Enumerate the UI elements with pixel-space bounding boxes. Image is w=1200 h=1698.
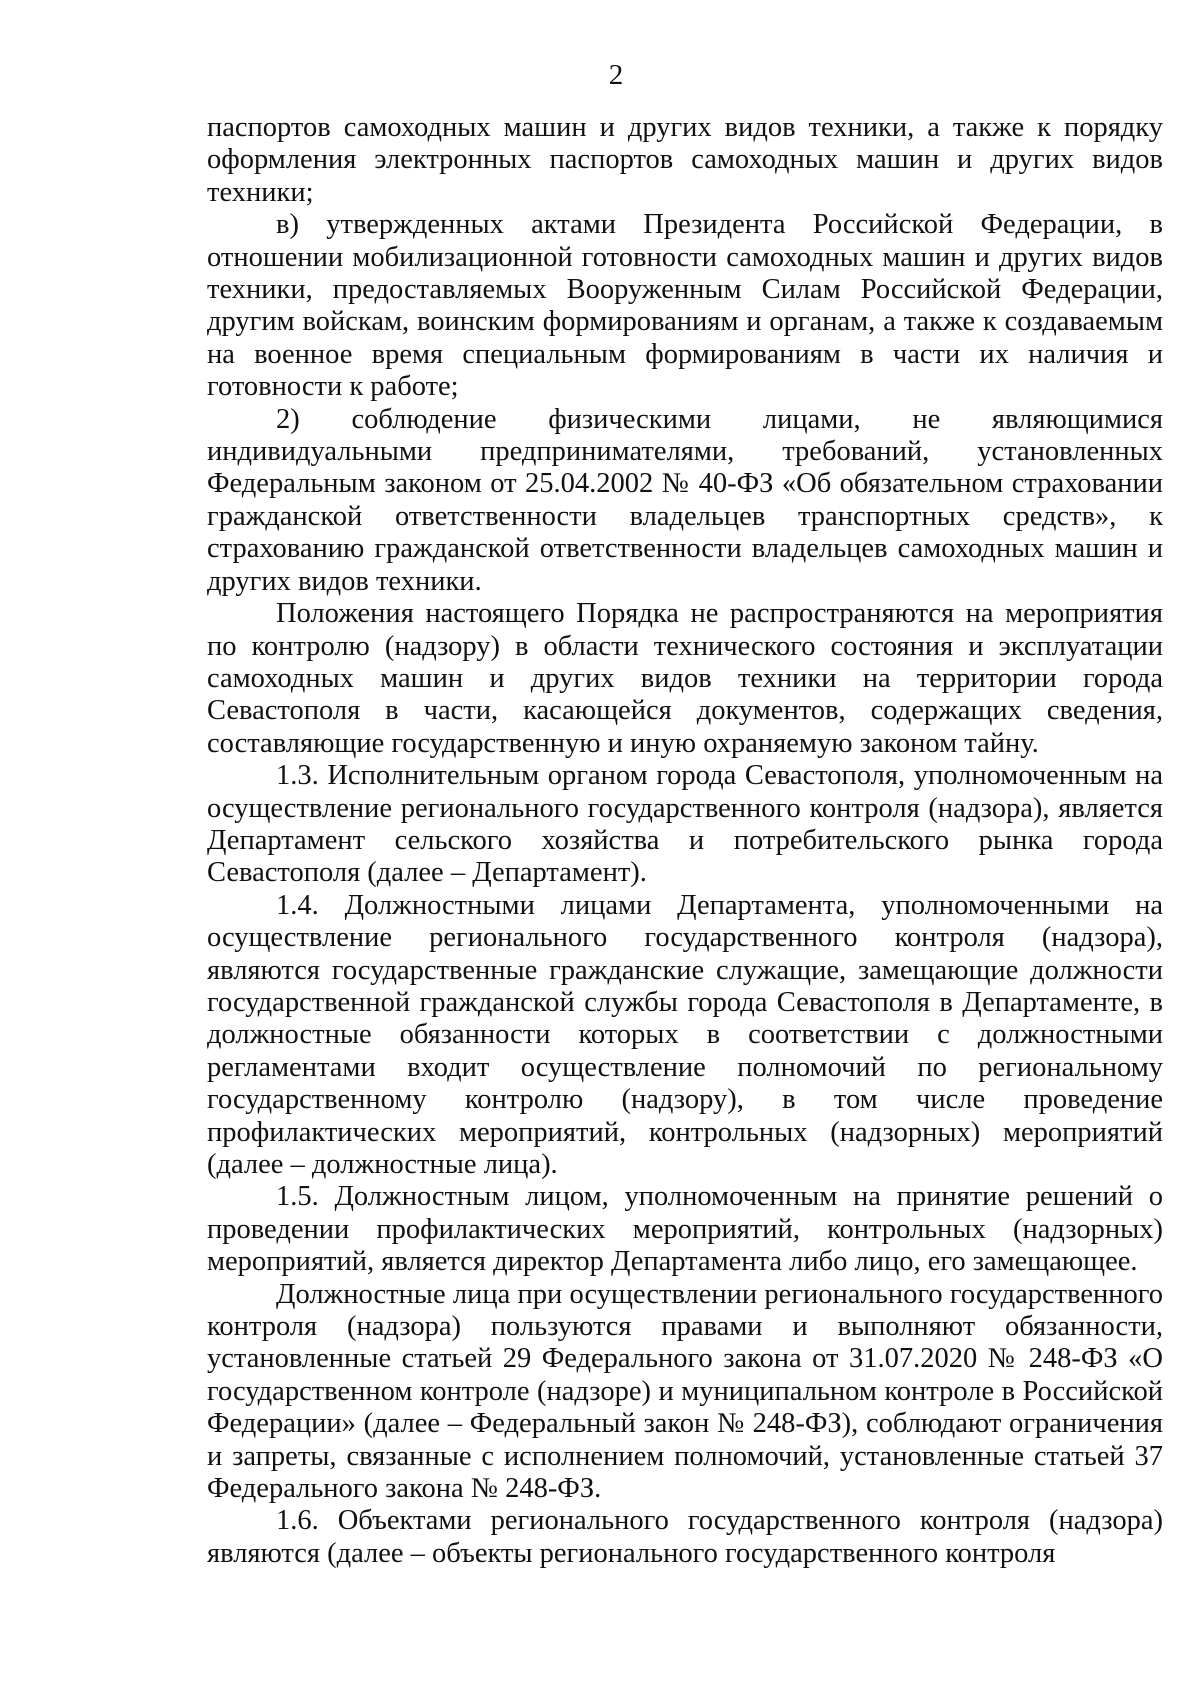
paragraph-officials-rights: Должностные лица при осуществлении регионального государственного контроля (надзора) пользуются правами и выполняют обязанности, установленные статьей 29 Федерального закона от 31.07.2020 № 248-ФЗ «О государственном контроле (надзоре) и муниципальном контроле в Российской Федерации» (далее – Федеральный закон № 248-ФЗ), соблюдают ограничения и запреты, связанные с исполнением полномочий, установленные статьей 37 Федерального закона № 248-ФЗ. — [207, 1278, 1163, 1505]
document-body — [207, 112, 1163, 1570]
paragraph-clause-1-3: 1.3. Исполнительным органом города Севастополя, уполномоченным на осуществление регионального государственного контроля (надзора), является Департамент сельского хозяйства и потребительского рынка города Севастополя (далее – Департамент). — [207, 760, 1163, 889]
paragraph-clause-1-4: 1.4. Должностными лицами Департамента, уполномоченными на осуществление регионального государственного контроля (надзора), являются государственные гражданские служащие, замещающие должности государственной гражданской службы города Севастополя в Департаменте, в должностные обязанности которых в соответствии с должностными регламентами входит осуществление полномочий по региональному государственному контролю (надзору), в том числе проведение профилактических мероприятий, контрольных (надзорных) мероприятий (далее – должностные лица). — [207, 889, 1163, 1180]
paragraph-item-2: 2) соблюдение физическими лицами, не являющимися индивидуальными предпринимателями, требований, установленных Федеральным законом от 25.04.2002 № 40-ФЗ «Об обязательном страховании гражданской ответственности владельцев транспортных средств», к страхованию гражданской ответственности владельцев самоходных машин и других видов техники. — [207, 403, 1163, 597]
page-number: 2 — [608, 59, 624, 91]
paragraph-continuation: паспортов самоходных машин и других видов техники, а также к порядку оформления электронных паспортов самоходных машин и других видов техники; — [207, 112, 1163, 208]
paragraph-item-v: в) утвержденных актами Президента Российской Федерации, в отношении мобилизационной готовности самоходных машин и других видов техники, предоставляемых Вооруженным Силам Российской Федерации, другим войскам, воинским формированиям и органам, а также к создаваемым на военное время специальным формированиям в части их наличия и готовности к работе; — [207, 209, 1163, 403]
paragraph-clause-1-5: 1.5. Должностным лицом, уполномоченным на принятие решений о проведении профилактических мероприятий, контрольных (надзорных) мероприятий, является директор Департамента либо лицо, его замещающее. — [207, 1181, 1163, 1278]
paragraph-provisions: Положения настоящего Порядка не распространяются на мероприятия по контролю (надзору) в области технического состояния и эксплуатации самоходных машин и других видов техники на территории города Севастополя в части, касающейся документов, содержащих сведения, составляющие государственную и иную охраняемую законом тайну. — [207, 598, 1163, 759]
paragraph-clause-1-6: 1.6. Объектами регионального государственного контроля (надзора) являются (далее – объекты регионального государственного контроля — [207, 1505, 1163, 1569]
